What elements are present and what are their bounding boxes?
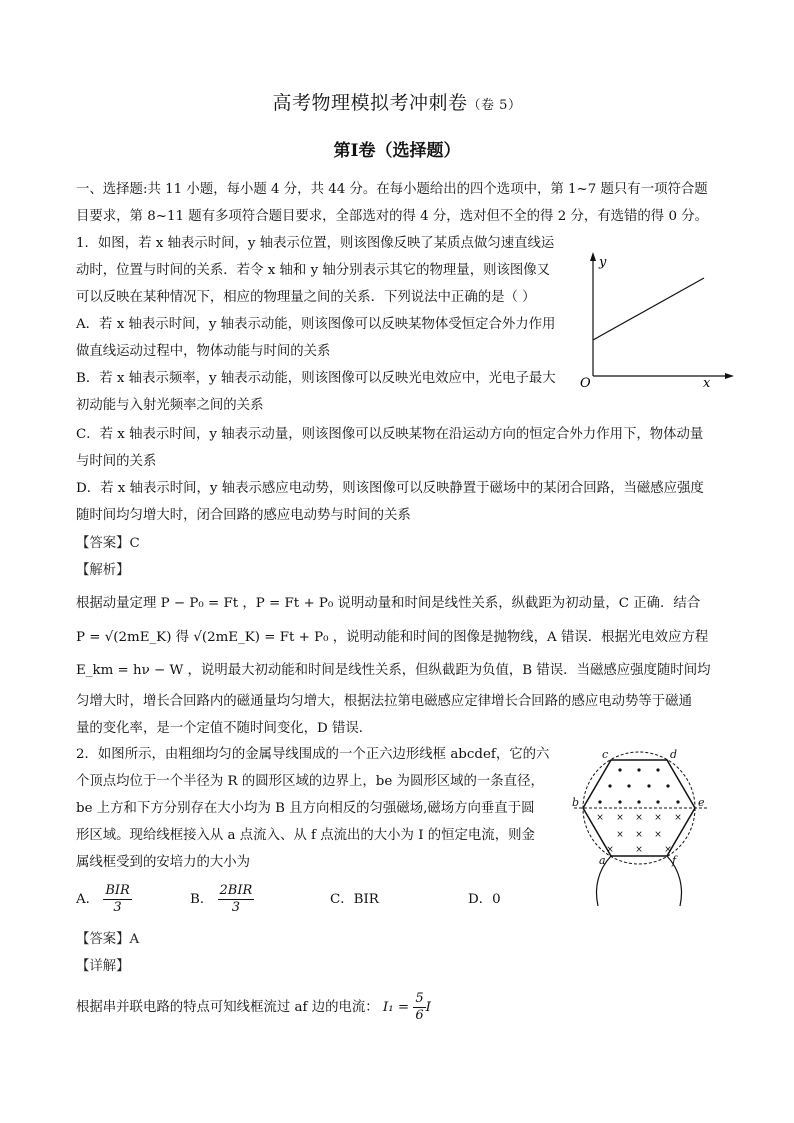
q2-option-b-fraction	[218, 883, 255, 916]
vertex-label-f: f	[672, 854, 677, 867]
q2-detail-line	[76, 990, 431, 1026]
q2-stem-line-5: 属线框受到的安培力的大小为	[76, 855, 251, 870]
q2-option-c: C．BIR	[330, 892, 379, 907]
q1-option-a-line-1: A．若 x 轴表示时间，y 轴表示动能，则该图像可以反映某物体受恒定合外力作用	[76, 317, 556, 332]
vertex-label-d: d	[670, 748, 678, 761]
q2-option-a-num: BIR	[105, 883, 130, 898]
q1-stem-line-1: 1．如图，若 x 轴表示时间，y 轴表示位置，则该图像反映了某质点做匀速直线运	[76, 236, 555, 251]
q1-option-b-line-1: B．若 x 轴表示频率，y 轴表示动能，则该图像可以反映光电效应中，光电子最大	[76, 371, 556, 386]
q2-stem-line-4: 形区域。现给线框接入从 a 点流入、从 f 点流出的大小为 I 的恒定电流，则金	[76, 828, 535, 843]
q1-analysis-tag: 【解析】	[76, 563, 130, 578]
q2-stem-line-2: 个顶点均位于一个半径为 R 的圆形区域的边界上，be 为圆形区域的一条直径，	[76, 774, 544, 789]
svg-text:×: ×	[635, 830, 643, 840]
q1-option-b-line-2: 初动能与入射光频率之间的关系	[76, 398, 264, 413]
q1-analysis-line-2: P = √(2mE_K) 得 √(2mE_K) = Ft + P₀ ，说明动能和时间的图像是抛物线，A 错误．根据光电效应方程	[76, 630, 709, 645]
x-axis-arrow	[725, 373, 734, 379]
svg-text:×: ×	[674, 813, 682, 823]
origin-label: O	[580, 376, 591, 390]
q1-analysis-line-1: 根据动量定理 P − P₀ = Ft ，P = Ft + P₀ 说明动量和时间是线性关系，纵截距为初动量，C 正确．结合	[76, 596, 701, 611]
instructions-line-1: 一、选择题:共 11 小题，每小题 4 分，共 44 分。在每小题给出的四个选项中，第 1~7 题只有一项符合题	[76, 182, 708, 197]
q2-formula-rhs: I	[425, 1000, 431, 1015]
q2-formula-den: 6	[415, 1008, 424, 1023]
q2-option-b-label: B．	[190, 892, 214, 907]
svg-text:×: ×	[616, 830, 624, 840]
svg-text:×: ×	[606, 845, 614, 855]
q2-option-b	[190, 882, 254, 918]
q2-option-a-den: 3	[113, 900, 122, 915]
q2-options	[76, 882, 132, 918]
q2-detail-tag: 【详解】	[76, 959, 130, 974]
q1-analysis-line-3: E_km = hν − W ，说明最大初动能和时间是线性关系，但纵截距为负值，B 错误．当磁感应强度随时间均	[76, 663, 711, 678]
title-text: 高考物理模拟考冲刺卷	[272, 92, 468, 114]
field-dots-upper	[598, 768, 679, 803]
q2-option-a-fraction	[103, 883, 131, 916]
svg-text:×: ×	[635, 845, 643, 855]
vertex-label-b: b	[572, 796, 580, 809]
q1-option-d-line-2: 随时间均匀增大时，闭合回路的感应电动势与时间的关系	[76, 508, 411, 523]
q2-option-d: D．0	[468, 892, 501, 907]
q2-detail-text: 根据串并联电路的特点可知线框流过 af 边的电流：	[76, 1000, 379, 1015]
field-crosses-lower	[596, 813, 682, 855]
linear-line	[593, 278, 704, 340]
q2-stem-line-3: be 上方和下方分别存在大小均为 B 且方向相反的匀强磁场,磁场方向垂直于圆	[76, 801, 535, 816]
vertex-label-a: a	[599, 854, 606, 867]
q1-stem-line-3: 可以反映在某种情况下，相应的物理量之间的关系．下列说法中正确的是（ ）	[76, 290, 536, 305]
q2-formula-lhs: I₁ =	[382, 1000, 410, 1015]
q1-stem-line-2: 动时，位置与时间的关系．若令 x 轴和 y 轴分别表示其它的物理量，则该图像又	[76, 263, 551, 278]
page-title	[0, 88, 794, 115]
svg-text:×: ×	[654, 813, 662, 823]
q2-formula-fraction	[413, 991, 425, 1024]
q2-formula-num: 5	[415, 991, 424, 1006]
y-axis-arrow	[590, 252, 596, 261]
title-volume: （卷 5）	[467, 98, 522, 113]
q1-option-c-line-1: C．若 x 轴表示时间，y 轴表示动量，则该图像可以反映某物在沿运动方向的恒定合外力作用下，物体动量	[76, 427, 704, 442]
x-axis-label: x	[703, 376, 711, 390]
q2-stem-line-1: 2．如图所示，由粗细均匀的金属导线围成的一个正六边形线框 abcdef，它的六	[76, 747, 550, 762]
q1-analysis-line-4: 匀增大时，增长合回路内的磁通量均匀增大，根据法拉第电磁感应定律增长合回路的感应电动势等于磁通	[76, 694, 692, 709]
instructions-line-2: 目要求，第 8~11 题有多项符合题目要求，全部选对的得 4 分，选对但不全的得 2 分，有选错的得 0 分。	[76, 209, 709, 224]
q1-option-a-line-2: 做直线运动过程中，物体动能与时间的关系	[76, 344, 331, 359]
q2-option-b-den: 3	[231, 900, 241, 915]
q1-answer: 【答案】C	[76, 536, 140, 551]
q1-graph	[576, 250, 736, 390]
svg-text:×: ×	[635, 813, 643, 823]
q1-analysis-line-5: 量的变化率，是一个定值不随时间变化，D 错误．	[76, 721, 373, 736]
vertex-label-e: e	[698, 796, 705, 809]
svg-text:×: ×	[664, 845, 672, 855]
svg-text:×: ×	[654, 830, 662, 840]
svg-text:×: ×	[616, 813, 624, 823]
q1-option-d-line-1: D．若 x 轴表示时间，y 轴表示感应电动势，则该图像可以反映静置于磁场中的某闭合回路，当磁感应强度	[76, 481, 704, 496]
q2-answer: 【答案】A	[76, 932, 140, 947]
vertex-label-c: c	[602, 748, 609, 761]
q1-option-c-line-2: 与时间的关系	[76, 454, 157, 469]
y-axis-label: y	[599, 255, 607, 270]
q2-option-a-label: A．	[76, 892, 100, 907]
section-title: 第Ⅰ卷（选择题）	[333, 141, 461, 161]
q2-option-b-num: 2BIR	[219, 883, 253, 898]
svg-text:×: ×	[596, 813, 604, 823]
q2-figure	[564, 748, 714, 908]
